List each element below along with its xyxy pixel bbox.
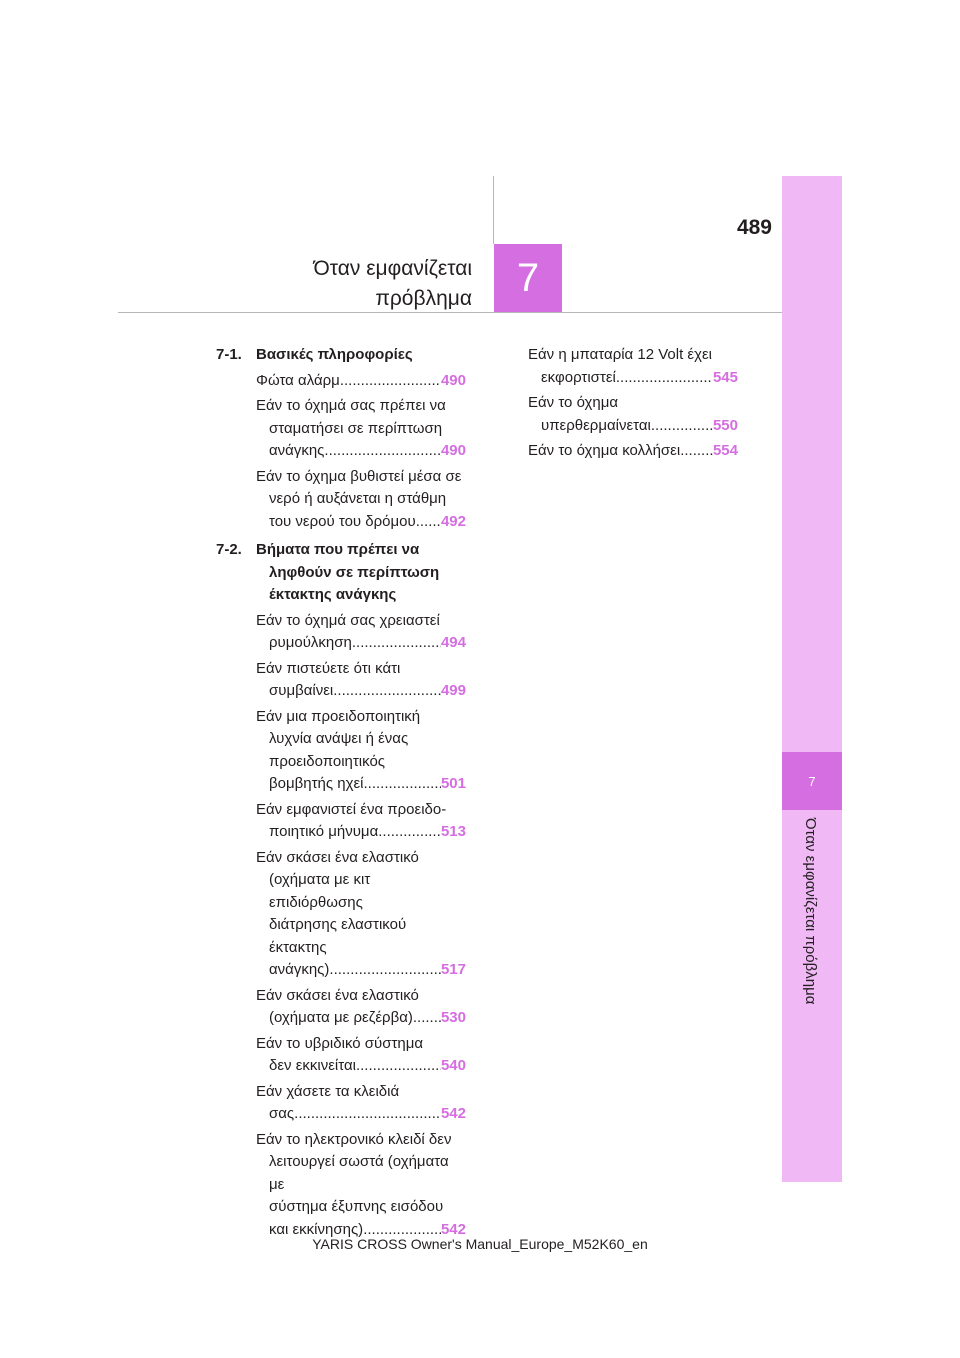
toc-entry[interactable] <box>528 344 738 389</box>
toc-entry-last-line <box>541 415 738 438</box>
section-title <box>256 344 466 367</box>
toc-entry-line: σταματήσει σε περίπτωση <box>269 419 443 437</box>
section-title-line: ληφθούν σε περίπτωση <box>269 563 440 581</box>
side-tab-number: 7 <box>782 752 842 810</box>
toc-entry[interactable] <box>256 610 466 655</box>
toc-entry-line: προειδοποιητικός <box>269 752 386 770</box>
dot-leader <box>324 440 441 463</box>
page-link[interactable]: 499 <box>440 682 466 699</box>
toc-entry-last-line <box>269 773 466 796</box>
toc-entry-last-line <box>269 1007 466 1030</box>
toc-entry-line: διάτρησης ελαστικού έκτακτης <box>269 916 407 956</box>
toc-entry-line: Εάν το ηλεκτρονικό κλειδί δεν <box>256 1130 452 1148</box>
chapter-title-line2: πρόβλημα <box>375 287 472 310</box>
toc-entry[interactable] <box>256 847 466 982</box>
toc-entry[interactable] <box>256 658 466 703</box>
toc-entry-last-line <box>269 1103 466 1126</box>
page-link[interactable]: 501 <box>440 775 466 792</box>
page-link[interactable]: 494 <box>440 634 466 651</box>
toc-entry-line: Εάν το όχημά σας χρειαστεί <box>256 611 440 629</box>
dot-leader <box>651 415 713 438</box>
page-link[interactable]: 542 <box>440 1220 466 1238</box>
dot-leader <box>616 367 713 390</box>
page-link[interactable]: 490 <box>440 371 466 389</box>
toc-entry-last-line <box>269 511 466 534</box>
page-link[interactable]: 540 <box>440 1057 466 1074</box>
dot-leader <box>363 773 440 796</box>
section-number: 7-2. <box>216 541 242 558</box>
spacer <box>528 463 738 466</box>
toc-entry-line: Εάν το υβριδικό σύστημα <box>256 1034 424 1052</box>
toc-entry-last-line <box>541 367 738 390</box>
toc-entry[interactable] <box>256 985 466 1030</box>
toc-entry-last-line <box>269 959 466 982</box>
header-divider-vertical <box>493 176 494 244</box>
toc-entry-line: ποιητικό μήνυμα <box>269 823 379 840</box>
toc-entry-line: Φώτα αλάρμ <box>256 371 340 389</box>
toc-entry-last-line <box>528 440 738 463</box>
toc-entry-line: (οχήματα με ρεζέρβα) <box>269 1009 413 1026</box>
toc-entry-line: (οχήματα με κιτ επιδιόρθωσης <box>269 871 371 911</box>
page-number: 489 <box>736 216 772 239</box>
dot-leader <box>352 632 441 655</box>
toc-right-column <box>528 344 738 466</box>
page-link[interactable]: 530 <box>440 1009 466 1026</box>
page-link[interactable]: 513 <box>440 823 466 840</box>
section-title <box>256 539 466 607</box>
section-title-line: Βήματα που πρέπει να <box>256 541 420 558</box>
page-link[interactable]: 545 <box>712 368 738 386</box>
toc-entry-line: σας <box>269 1105 295 1122</box>
dot-leader <box>340 370 441 393</box>
toc-entry-line: Εάν σκάσει ένα ελαστικό <box>256 848 419 866</box>
toc-left-column <box>216 344 466 1247</box>
toc-entry-last-line <box>269 440 466 463</box>
dot-leader <box>413 1007 441 1030</box>
toc-entry[interactable] <box>256 1129 466 1242</box>
chapter-title <box>210 254 472 314</box>
toc-entry[interactable] <box>528 440 738 463</box>
toc-entry-line: συμβαίνει <box>269 682 334 699</box>
toc-entry-line: σύστημα έξυπνης εισόδου <box>269 1198 444 1215</box>
toc-entry[interactable] <box>256 466 466 534</box>
dot-leader <box>294 1103 441 1126</box>
toc-entry-line: Εάν η μπαταρία 12 Volt έχει <box>528 346 713 363</box>
toc-section-heading <box>216 344 466 367</box>
section-title-line: Βασικές πληροφορίες <box>256 346 413 363</box>
toc-entry[interactable] <box>256 395 466 463</box>
toc-section-heading <box>216 539 466 607</box>
dot-leader <box>680 440 713 463</box>
side-tab <box>782 176 842 1182</box>
toc-entry-line: δεν εκκινείται <box>269 1057 356 1074</box>
page-link[interactable]: 517 <box>440 961 466 978</box>
page-link[interactable]: 550 <box>712 416 738 434</box>
dot-leader <box>416 511 441 534</box>
toc-entry-line: Εάν το όχημα <box>528 394 619 411</box>
page-link[interactable]: 554 <box>712 442 738 459</box>
toc-entry[interactable] <box>528 392 738 437</box>
toc-entry[interactable] <box>256 370 466 393</box>
toc-entry[interactable] <box>256 799 466 844</box>
chapter-number-box: 7 <box>494 244 562 312</box>
toc-entry-last-line <box>269 821 466 844</box>
toc-entry-line: Εάν χάσετε τα κλειδιά <box>256 1082 400 1100</box>
chapter-title-line1: Όταν εμφανίζεται <box>313 257 472 280</box>
toc-entry-line: του νερού του δρόμου <box>269 512 416 530</box>
dot-leader <box>329 959 441 982</box>
toc-entry[interactable] <box>256 706 466 796</box>
footer: YARIS CROSS Owner's Manual_Europe_M52K60_en <box>312 1236 648 1252</box>
dot-leader <box>333 680 441 703</box>
page-link[interactable]: 490 <box>440 442 466 459</box>
toc-entry-line: Εάν το όχημά σας πρέπει να <box>256 397 446 414</box>
toc-entry-line: ανάγκης <box>269 442 325 459</box>
page-link[interactable]: 542 <box>440 1105 466 1122</box>
toc-entry-last-line <box>269 632 466 655</box>
toc-entry-line: Εάν σκάσει ένα ελαστικό <box>256 986 419 1004</box>
toc-entry-line: Εάν εμφανιστεί ένα προειδο- <box>256 800 447 818</box>
toc-entry-line: και εκκίνησης) <box>269 1220 364 1238</box>
toc-entry-line: Εάν μια προειδοποιητική <box>256 707 421 725</box>
section-number: 7-1. <box>216 346 242 363</box>
toc-entry-line: λειτουργεί σωστά (οχήματα με <box>269 1153 449 1193</box>
toc-entry-line: υπερθερμαίνεται <box>541 416 651 434</box>
toc-entry-line: νερό ή αυξάνεται η στάθμη <box>269 490 447 507</box>
toc-entry[interactable] <box>256 1081 466 1126</box>
toc-entry-last-line <box>269 680 466 703</box>
toc-entry-line: Εάν το όχημα κολλήσει <box>528 442 681 459</box>
section-title-line: έκτακτης ανάγκης <box>269 586 397 603</box>
toc-entry-line: εκφορτιστεί <box>541 368 616 386</box>
toc-entry[interactable] <box>256 1033 466 1078</box>
toc-entry-last-line <box>256 370 466 393</box>
toc-entry-last-line <box>269 1055 466 1078</box>
side-tab-label: Όταν εμφανίζεται πρόβλημα <box>802 818 819 1005</box>
page-link[interactable]: 492 <box>440 512 466 530</box>
toc-entry-line: Εάν το όχημα βυθιστεί μέσα σε <box>256 467 462 485</box>
toc-entry-line: βομβητής ηχεί <box>269 775 364 792</box>
dot-leader <box>378 821 441 844</box>
toc-entry-line: ανάγκης) <box>269 961 330 978</box>
toc-entry-line: ρυμούλκηση <box>269 634 352 651</box>
toc-entry-line: λυχνία ανάψει ή ένας <box>269 730 409 747</box>
toc-entry-line: Εάν πιστεύετε ότι κάτι <box>256 659 401 677</box>
dot-leader <box>356 1055 441 1078</box>
